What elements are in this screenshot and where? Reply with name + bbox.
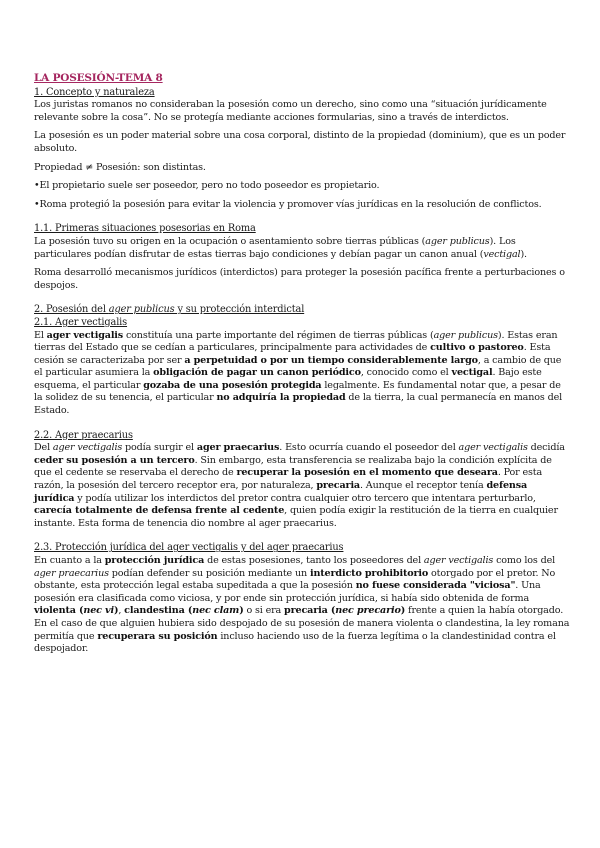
section-1-bullet-2: •Roma protegió la posesión para evitar la violencia y promover vías jurídicas en la resolución de conflictos. xyxy=(34,198,542,210)
section-1-1-paragraph-2: Roma desarrolló mecanismos jurídicos (interdictos) para proteger la posesión pacífica frente a perturbaciones o despojos. xyxy=(34,267,565,291)
section-2-heading: 2. Posesión del ager publicus y su protección interdictal xyxy=(34,304,305,316)
section-1-paragraph-1: Los juristas romanos no consideraban la posesión como un derecho, sino como una “situación jurídicamente relevante sobre la cosa”. No se protegía mediante acciones formularias, sino a través de interdictos. xyxy=(34,99,547,123)
section-1-1-paragraph-1: La posesión tuvo su origen en la ocupación o asentamiento sobre tierras públicas (ager publicus). Los particulares podían disfrutar de estas tierras bajo condiciones y debían pagar un canon anual (vectigal). xyxy=(34,235,527,260)
section-2-2-paragraph: Del ager vectigalis podía surgir el ager praecarius. Esto ocurría cuando el poseedor del ager vectigalis decidía ceder su posesión a un tercero. Sin embargo, esta transferencia se realizaba bajo la condición explícita de que el cedente se reservaba el derecho de recuperar la posesión en el momento que deseara. Por esta razón, la posesión del tercero receptor era, por naturaleza, precaria. Aunque el receptor tenía defensa jurídica y podía utilizar los interdictos del pretor contra cualquier otro tercero que intentara perturbarlo, carecía totalmente de defensa frente al cedente, quien podía exigir la restitución de la tierra en cualquier instante. Esta forma de tenencia dio nombre al ager praecarius. xyxy=(34,442,565,529)
section-2-1-heading: 2.1. Ager vectigalis xyxy=(34,316,128,328)
section-1-bullet-1: •El propietario suele ser poseedor, pero no todo poseedor es propietario. xyxy=(34,180,380,192)
section-1-paragraph-3: Propiedad ≠ Posesión: son distintas. xyxy=(34,161,206,173)
section-2-1-paragraph: El ager vectigalis constituía una parte importante del régimen de tierras públicas (ager publicus). Estas eran tierras del Estado que se cedían a particulares, principalmente para actividades de cultivo o pastoreo. Esta cesión se caracterizaba por ser a perpetuidad o por un tiempo considerablemente largo, a cambio de que el particular asumiera la obligación de pagar un canon periódico, conocido como el vectigal. Bajo este esquema, el particular gozaba de una posesión protegida legalmente. Es fundamental notar que, a pesar de la solidez de su tenencia, el particular no adquiría la propiedad de la tierra, la cual permanecía en manos del Estado. xyxy=(34,329,563,417)
section-2-2-heading: 2.2. Ager praecarius xyxy=(34,429,133,441)
section-1-1-heading: 1.1. Primeras situaciones posesorias en Roma xyxy=(34,223,256,235)
section-2-3-paragraph: En cuanto a la protección jurídica de estas posesiones, tanto los poseedores del ager vectigalis como los del ager praecarius podían defender su posición mediante un interdicto prohibitorio otorgado por el pretor. No obstante, esta protección legal estaba supeditada a que la posesión no fuese considerada "viciosa". Una posesión era clasificada como viciosa, y por ende sin protección jurídica, si había sido obtenida de forma violenta (nec vi), clandestina (nec clam) o si era precaria (nec precario) frente a quien la había otorgado. En el caso de que alguien hubiera sido despojado de su posesión de manera violenta o clandestina, la ley romana permitía que recuperara su posición incluso haciendo uso de la fuerza legítima o la clandestinidad contra el despojador. xyxy=(34,555,570,655)
document-page xyxy=(34,72,570,662)
section-2-3-heading: 2.3. Protección jurídica del ager vectigalis y del ager praecarius xyxy=(34,542,344,554)
section-1-heading: 1. Concepto y naturaleza xyxy=(34,86,155,98)
section-1-paragraph-2: La posesión es un poder material sobre una cosa corporal, distinto de la propiedad (dominium), que es un poder absoluto. xyxy=(34,130,566,154)
document-title: LA POSESIÓN-TEMA 8 xyxy=(34,72,163,84)
